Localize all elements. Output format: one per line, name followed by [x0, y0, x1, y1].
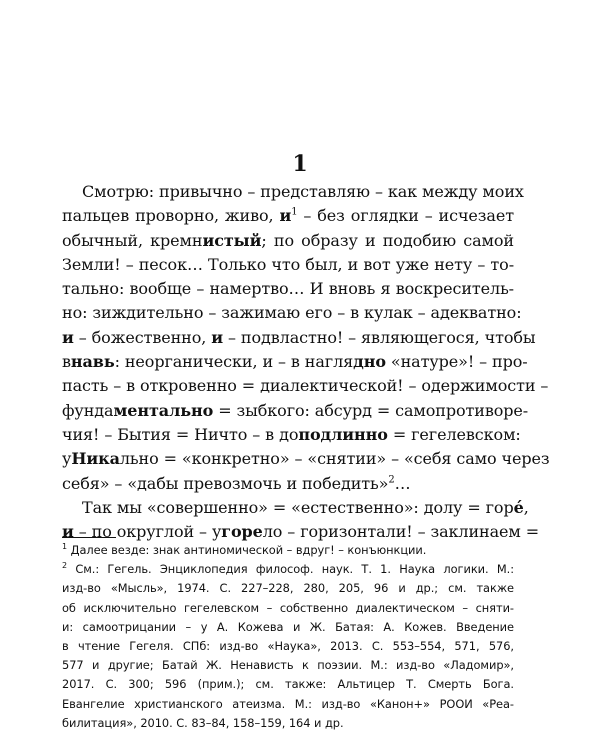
- footnote-1: [62, 541, 514, 560]
- rich-text: внавь: неорганически, и – в наглядно «натуре»! – про-: [62, 352, 528, 372]
- footnote-2-line: в чтение Гегеля. СПб: изд-во «Наука», 2013. С. 553–554, 571, 576,: [62, 638, 514, 653]
- text-line: Земли! – песок… Только что был, и вот уже нету – то-: [62, 254, 514, 274]
- footnote-2-line: [62, 560, 514, 579]
- footnote-2-line: 577 и другие; Батай Ж. Ненависть к поэзии. М.: изд-во «Ладомир»,: [62, 658, 514, 673]
- rich-text: $^2$ См.: Гегель. Энциклопедия философ. наук. Т. 1. Наука логики. М.:: [62, 561, 514, 577]
- text-line: [62, 399, 529, 423]
- text-line: [62, 326, 536, 350]
- footnotes: [62, 541, 514, 733]
- rich-text: Так мы «совершенно» = «естественно»: долу = горé,: [82, 497, 529, 517]
- text-line: пасть – в откровенно = диалектической! – одержимости –: [62, 376, 549, 396]
- rich-text: фундаментально = зыбкого: абсурд = самопротиворе-: [62, 400, 529, 420]
- text-line: [62, 350, 528, 374]
- footnote-2-line: Евангелие христианского атеизма. М.: изд-во «Канон+» РООИ «Реа-: [62, 696, 514, 711]
- rich-text: и – по округлой – угорело – горизонтали! – заклинаем =: [62, 522, 540, 542]
- footnote-2-line: об исключительно гегелевском – собственно диалектическом – сняти-: [62, 600, 514, 615]
- rich-text: $^1$ Далее везде: знак антиномической – вдруг! – конъюнкции.: [62, 542, 427, 557]
- rich-text: пальцев проворно, живо, $и^1$ – без оглядки – исчезает: [62, 206, 514, 226]
- text-line: [62, 472, 514, 496]
- text-line: [62, 229, 514, 253]
- rich-text: чия! – Бытия = Ничто – в доподлинно = гегелевском:: [62, 424, 521, 444]
- rich-text: обычный, кремнистый; по образу и подобию самой: [62, 230, 514, 250]
- text-line: но: зиждительно – зажимаю его – в кулак – адекватно:: [62, 303, 522, 323]
- text-line: Смотрю: привычно – представляю – как между моих: [82, 182, 524, 201]
- text-line: [62, 447, 550, 471]
- rich-text: и – божественно, и – подвластно! – являющегося, чтобы: [62, 327, 536, 347]
- rich-text: себя» – «дабы превозмочь и победить»$^2$…: [62, 473, 411, 493]
- footnote-separator: [62, 537, 116, 538]
- footnote-2-line: билитация», 2010. С. 83–84, 158–159, 164 и др.: [62, 715, 344, 730]
- text-line: тально: вообще – намертво… И вновь я воскреситель-: [62, 279, 514, 299]
- text-line: [62, 496, 529, 520]
- text-line: [62, 423, 521, 447]
- main-text: [62, 180, 550, 544]
- rich-text: уНикально = «конкретно» – «снятии» – «себя само через: [62, 449, 550, 469]
- text-line: [62, 204, 514, 228]
- chapter-number: 1: [292, 151, 308, 177]
- footnote-2-line: 2017. С. 300; 596 (прим.); см. также: Альтицер Т. Смерть Бога.: [62, 677, 514, 692]
- footnote-2-line: изд-во «Мысль», 1974. С. 227–228, 280, 205, 96 и др.; см. также: [62, 581, 514, 596]
- footnote-2-line: и: самоотрицании – у А. Кожева и Ж. Батая: А. Кожев. Введение: [62, 619, 514, 634]
